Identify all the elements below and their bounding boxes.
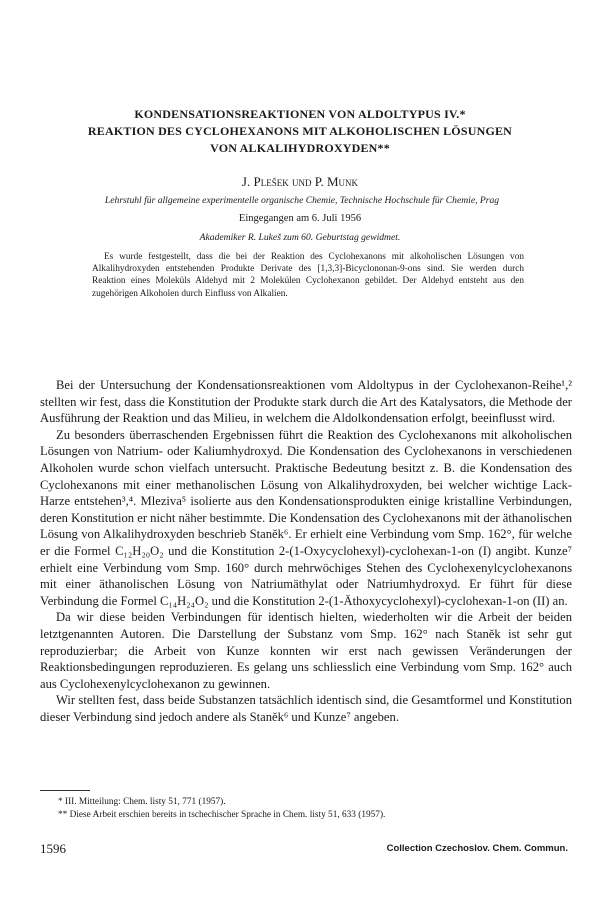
footnote-2: ** Diese Arbeit erschien bereits in tschechischer Sprache in Chem. listy 51, 633 (1957). — [58, 809, 386, 820]
affiliation: Lehrstuhl für allgemeine experimentelle organische Chemie, Technische Hochschule für Chemie, Prag — [104, 195, 500, 206]
article-title — [40, 106, 560, 157]
footnote-rule — [40, 790, 90, 791]
footnote-1: * III. Mitteilung: Chem. listy 51, 771 (1957). — [58, 797, 226, 807]
journal-name: Collection Czechoslov. Chem. Commun. — [386, 843, 568, 854]
title-line-2: REAKTION DES CYCLOHEXANONS MIT ALKOHOLISCHEN LÖSUNGEN — [87, 124, 513, 138]
received-date: Eingegangen am 6. Juli 1956 — [238, 213, 362, 224]
dedication: Akademiker R. Lukeš zum 60. Geburtstag gewidmet. — [199, 232, 401, 243]
title-line-3: VON ALKALIHYDROXYDEN** — [210, 141, 390, 155]
body-text — [40, 377, 572, 725]
authors: J. Plešek und P. Munk — [241, 174, 359, 189]
paragraph-2: Zu besonders überraschenden Ergebnissen führt die Reaktion des Cyclohexanons mit alkoholischen Lösungen von Natrium- oder Kaliumhydroxyd. Die Kondensation des Cyclohexanons in verschiedenen Alkoholen wurde schon vielfach untersucht. Praktische Bedeutung besitzt z. B. die Kondensation des Cyclohexanons mit einer methanolischen Lösung von Alkalihydroxyden, bei welcher wichtige Lack-Harze entstehen³,⁴. Mleziva⁵ isolierte aus den Kondensationsprodukten einige kristalline Verbindungen, deren Konstitution er nicht näher bestimmte. Die Kondensation des Cyclohexanons mit der äthanolischen Lösung von Alkalihydroxyden beschrieb Staněk⁶. Er erhielt eine Verbindung vom Smp. 162°, für welche er die Formel C₁₂H₂₀O₂ und die Konstitution 2-(1-Oxycyclohexyl)-cyclohexan-1-on (I) angibt. Kunze⁷ erhielt eine Verbindung vom Smp. 160° durch mehrwöchiges Stehen des Cyclohexenylcyclohexanons mit einer äthanolischen Lösung von Natriumäthylat oder Natriumhydroxyd. Er führt für diese Verbindung die Formel C₁₄H₂₄O₂ und die Konstitution 2-(1-Äthoxycyclohexyl)-cyclohexan-1-on (II) an. — [40, 427, 572, 608]
paragraph-4: Wir stellten fest, dass beide Substanzen tatsächlich identisch sind, die Gesamtformel und Konstitution dieser Verbindung sind jedoch andere als Staněk⁶ und Kunze⁷ angeben. — [40, 693, 572, 724]
page-number: 1596 — [40, 841, 66, 856]
footnotes — [58, 796, 568, 821]
abstract: Es wurde festgestellt, dass die bei der Reaktion des Cyclohexanons mit alkoholischen Lösungen von Alkalihydroxyden entstehenden Produkte Derivate des [1,3,3]-Bicyclononan-9-ons sind. Sie werden durch Reaktion eines Moleküls Aldehyd mit 2 Molekülen Cyclohexanon gebildet. Der Aldehyd entsteht aus den zugehörigen Alkoholen durch Einfluss von Alkalien. — [92, 252, 524, 299]
paragraph-3: Da wir diese beiden Verbindungen für identisch hielten, wiederholten wir die Arbeit der beiden letztgenannten Autoren. Die Darstellung der Substanz vom Smp. 162° nach Staněk ist sehr gut reproduzierbar; die Arbeit von Kunze konnten wir erst nach gewissen Veränderungen der Reaktionsbedingungen reproduzieren. Es gelang uns schliesslich eine Verbindung vom Smp. 162° auch aus Cyclohexenylcyclohexanon zu gewinnen. — [40, 610, 572, 691]
title-line-1: KONDENSATIONSREAKTIONEN VON ALDOLTYPUS IV.* — [134, 107, 466, 121]
paragraph-1: Bei der Untersuchung der Kondensationsreaktionen vom Aldoltypus in der Cyclohexanon-Reihe¹,² stellten wir fest, dass die Konstitution der Produkte stark durch die Art des Katalysators, die Methode der Ausführung der Reaktion und das Milieu, in welchem die Aldolkondensation erfolgt, beeinflusst wird. — [40, 378, 572, 426]
